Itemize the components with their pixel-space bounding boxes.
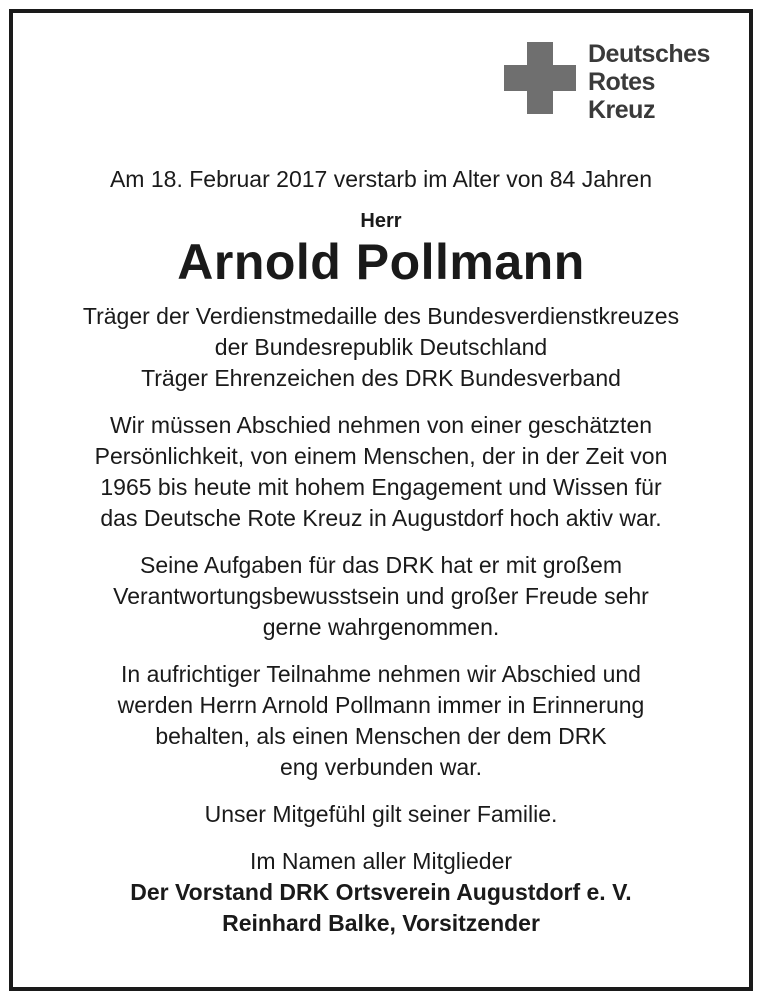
red-cross-icon	[504, 42, 576, 114]
text-line: Wir müssen Abschied nehmen von einer geschätzten	[109, 412, 653, 438]
drk-logo	[504, 42, 734, 132]
paragraph-3	[30, 659, 732, 783]
honor-line: Träger der Verdienstmedaille des Bundesverdienstkreuzes	[82, 303, 680, 329]
intro-line: Am 18. Februar 2017 verstarb im Alter von 84 Jahren	[109, 166, 653, 192]
text-line: eng verbunden war.	[279, 754, 483, 780]
text-line: gerne wahrgenommen.	[262, 614, 500, 640]
logo-line-2: Rotes	[588, 68, 655, 96]
logo-line-1: Deutsches	[588, 40, 710, 68]
paragraph-2	[30, 550, 732, 643]
text-line: Persönlichkeit, von einem Menschen, der in der Zeit von	[94, 443, 668, 469]
text-line: behalten, als einen Menschen der dem DRK	[155, 723, 607, 749]
signature-block	[30, 846, 732, 939]
condolence-line: Unser Mitgefühl gilt seiner Familie.	[204, 801, 558, 827]
text-line: werden Herrn Arnold Pollmann immer in Erinnerung	[117, 692, 645, 718]
honors-block	[30, 301, 732, 394]
text-line: 1965 bis heute mit hohem Engagement und Wissen für	[100, 474, 662, 500]
condolence-block	[30, 799, 732, 830]
text-line: das Deutsche Rote Kreuz in Augustdorf hoch aktiv war.	[100, 505, 662, 531]
deceased-name: Arnold Pollmann	[177, 234, 585, 290]
on-behalf-line: Im Namen aller Mitglieder	[249, 848, 513, 874]
honor-line: Träger Ehrenzeichen des DRK Bundesverband	[141, 365, 621, 391]
chair-line: Reinhard Balke, Vorsitzender	[222, 910, 540, 936]
logo-line-3: Kreuz	[588, 96, 655, 124]
text-line: Seine Aufgaben für das DRK hat er mit großem	[140, 552, 622, 578]
paragraph-1	[30, 410, 732, 534]
text-line: Verantwortungsbewusstsein und großer Freude sehr	[113, 583, 649, 609]
logo-wordmark	[588, 40, 710, 124]
obituary-content	[30, 164, 732, 939]
salutation: Herr	[360, 210, 402, 232]
text-line: In aufrichtiger Teilnahme nehmen wir Abschied und	[121, 661, 641, 687]
board-line: Der Vorstand DRK Ortsverein Augustdorf e. V.	[130, 879, 632, 905]
honor-line: der Bundesrepublik Deutschland	[214, 334, 548, 360]
